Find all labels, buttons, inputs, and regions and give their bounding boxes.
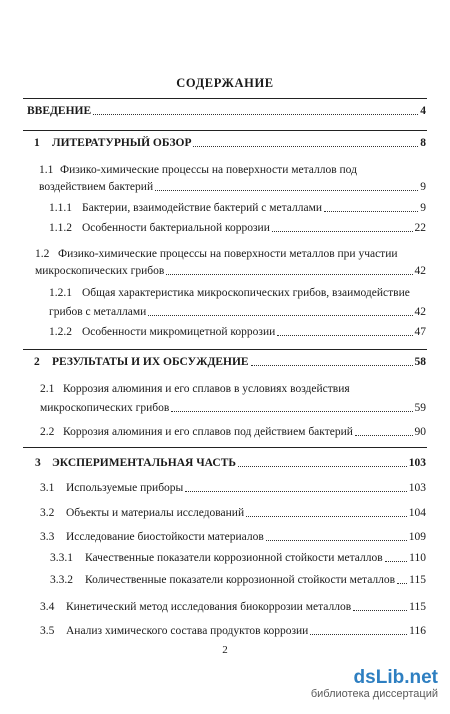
leader-dots (272, 230, 413, 232)
leader-dots (166, 273, 412, 275)
leader-dots (185, 490, 406, 492)
leader-dots (355, 434, 413, 436)
leader-dots (193, 145, 418, 147)
leader-dots (353, 609, 407, 611)
divider (23, 98, 427, 99)
leader-dots (93, 113, 418, 115)
divider (23, 349, 427, 350)
divider (23, 447, 427, 448)
leader-dots (324, 210, 418, 212)
watermark-subtitle: библиотека диссертаций (310, 688, 438, 700)
leader-dots (246, 515, 407, 517)
leader-dots (266, 539, 407, 541)
leader-dots (385, 560, 408, 562)
leader-dots (251, 364, 413, 366)
leader-dots (397, 582, 407, 584)
leader-dots (148, 314, 412, 316)
watermark-logo: dsLib.net (353, 667, 438, 688)
leader-dots (238, 465, 407, 467)
watermark (311, 668, 438, 700)
leader-dots (310, 633, 407, 635)
divider (23, 130, 427, 131)
leader-dots (277, 334, 412, 336)
page-title: СОДЕРЖАНИЕ (176, 76, 274, 90)
leader-dots (155, 189, 418, 191)
page-number: 2 (222, 644, 228, 656)
leader-dots (171, 410, 412, 412)
